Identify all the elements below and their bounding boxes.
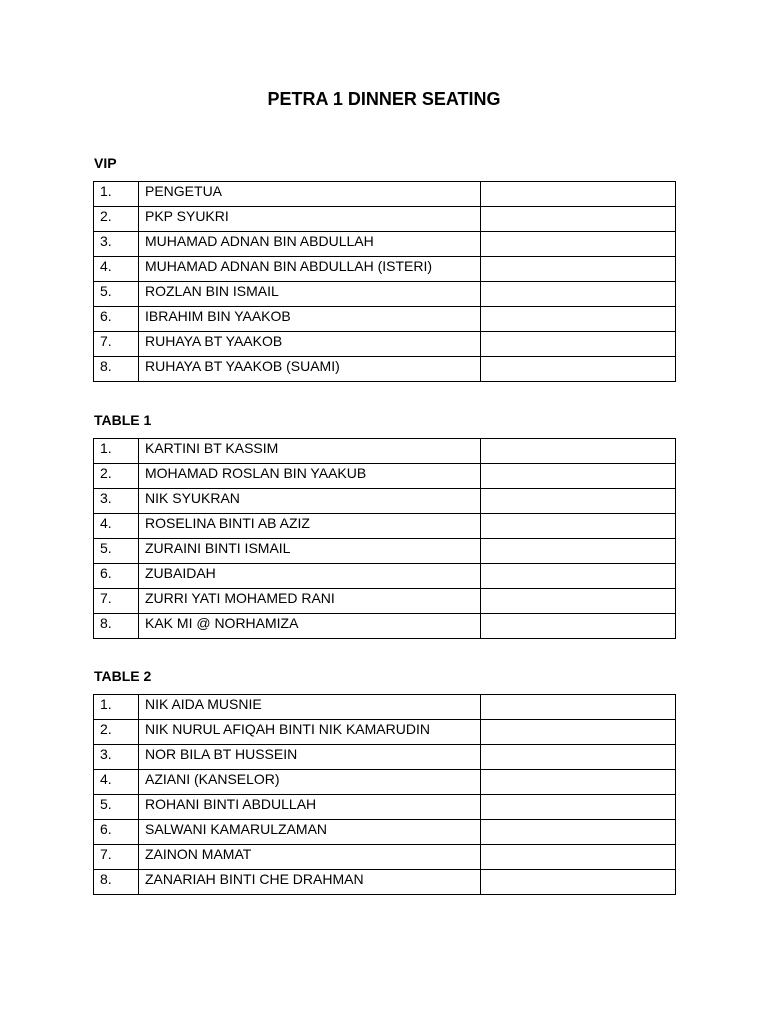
table-row xyxy=(94,514,676,539)
seat-number-cell: 8. xyxy=(94,614,139,639)
seating-table xyxy=(93,438,676,639)
notes-cell xyxy=(481,695,676,720)
notes-cell xyxy=(481,820,676,845)
notes-cell xyxy=(481,207,676,232)
seat-number-cell: 6. xyxy=(94,820,139,845)
notes-cell xyxy=(481,282,676,307)
table-row xyxy=(94,332,676,357)
table-row xyxy=(94,795,676,820)
table-row xyxy=(94,695,676,720)
guest-name-cell: ZURAINI BINTI ISMAIL xyxy=(139,539,481,564)
notes-cell xyxy=(481,589,676,614)
seat-number-cell: 1. xyxy=(94,439,139,464)
notes-cell xyxy=(481,795,676,820)
guest-name-cell: PKP SYUKRI xyxy=(139,207,481,232)
table-row xyxy=(94,614,676,639)
notes-cell xyxy=(481,539,676,564)
table-row xyxy=(94,207,676,232)
table-row xyxy=(94,282,676,307)
seating-table xyxy=(93,694,676,895)
document-title: PETRA 1 DINNER SEATING xyxy=(267,89,501,109)
guest-name-cell: ROSELINA BINTI AB AZIZ xyxy=(139,514,481,539)
section-table-1 xyxy=(93,412,675,639)
seat-number-cell: 6. xyxy=(94,307,139,332)
guest-name-cell: NIK AIDA MUSNIE xyxy=(139,695,481,720)
guest-name-cell: IBRAHIM BIN YAAKOB xyxy=(139,307,481,332)
notes-cell xyxy=(481,307,676,332)
notes-cell xyxy=(481,564,676,589)
table-row xyxy=(94,720,676,745)
seat-number-cell: 5. xyxy=(94,795,139,820)
table-row xyxy=(94,745,676,770)
section-vip xyxy=(93,155,675,382)
guest-name-cell: ZANARIAH BINTI CHE DRAHMAN xyxy=(139,870,481,895)
notes-cell xyxy=(481,514,676,539)
notes-cell xyxy=(481,332,676,357)
guest-name-cell: ROZLAN BIN ISMAIL xyxy=(139,282,481,307)
guest-name-cell: ZURRI YATI MOHAMED RANI xyxy=(139,589,481,614)
notes-cell xyxy=(481,464,676,489)
table-row xyxy=(94,845,676,870)
notes-cell xyxy=(481,357,676,382)
section-heading: TABLE 1 xyxy=(94,412,152,428)
guest-name-cell: MUHAMAD ADNAN BIN ABDULLAH (ISTERI) xyxy=(139,257,481,282)
notes-cell xyxy=(481,745,676,770)
guest-name-cell: MUHAMAD ADNAN BIN ABDULLAH xyxy=(139,232,481,257)
seat-number-cell: 3. xyxy=(94,745,139,770)
seat-number-cell: 3. xyxy=(94,232,139,257)
guest-name-cell: SALWANI KAMARULZAMAN xyxy=(139,820,481,845)
table-row xyxy=(94,182,676,207)
guest-name-cell: NOR BILA BT HUSSEIN xyxy=(139,745,481,770)
table-row xyxy=(94,489,676,514)
table-row xyxy=(94,564,676,589)
guest-name-cell: PENGETUA xyxy=(139,182,481,207)
guest-name-cell: RUHAYA BT YAAKOB xyxy=(139,332,481,357)
seat-number-cell: 2. xyxy=(94,720,139,745)
table-row xyxy=(94,589,676,614)
guest-name-cell: NIK NURUL AFIQAH BINTI NIK KAMARUDIN xyxy=(139,720,481,745)
guest-name-cell: ROHANI BINTI ABDULLAH xyxy=(139,795,481,820)
table-row xyxy=(94,870,676,895)
section-heading: TABLE 2 xyxy=(94,668,152,684)
notes-cell xyxy=(481,720,676,745)
guest-name-cell: ZAINON MAMAT xyxy=(139,845,481,870)
notes-cell xyxy=(481,845,676,870)
seat-number-cell: 3. xyxy=(94,489,139,514)
table-row xyxy=(94,770,676,795)
seating-table xyxy=(93,181,676,382)
seat-number-cell: 5. xyxy=(94,282,139,307)
table-row xyxy=(94,232,676,257)
table-row xyxy=(94,357,676,382)
guest-name-cell: NIK SYUKRAN xyxy=(139,489,481,514)
seat-number-cell: 4. xyxy=(94,770,139,795)
table-row xyxy=(94,307,676,332)
notes-cell xyxy=(481,614,676,639)
seat-number-cell: 8. xyxy=(94,870,139,895)
seat-number-cell: 7. xyxy=(94,589,139,614)
guest-name-cell: KAK MI @ NORHAMIZA xyxy=(139,614,481,639)
table-row xyxy=(94,257,676,282)
guest-name-cell: KARTINI BT KASSIM xyxy=(139,439,481,464)
table-row xyxy=(94,820,676,845)
guest-name-cell: ZUBAIDAH xyxy=(139,564,481,589)
seat-number-cell: 5. xyxy=(94,539,139,564)
notes-cell xyxy=(481,870,676,895)
seat-number-cell: 4. xyxy=(94,257,139,282)
notes-cell xyxy=(481,489,676,514)
table-row xyxy=(94,464,676,489)
seat-number-cell: 6. xyxy=(94,564,139,589)
seat-number-cell: 7. xyxy=(94,332,139,357)
seat-number-cell: 7. xyxy=(94,845,139,870)
guest-name-cell: AZIANI (KANSELOR) xyxy=(139,770,481,795)
seat-number-cell: 2. xyxy=(94,464,139,489)
notes-cell xyxy=(481,257,676,282)
section-heading: VIP xyxy=(94,155,117,171)
seat-number-cell: 1. xyxy=(94,182,139,207)
seat-number-cell: 2. xyxy=(94,207,139,232)
notes-cell xyxy=(481,439,676,464)
guest-name-cell: MOHAMAD ROSLAN BIN YAAKUB xyxy=(139,464,481,489)
seat-number-cell: 8. xyxy=(94,357,139,382)
seat-number-cell: 1. xyxy=(94,695,139,720)
guest-name-cell: RUHAYA BT YAAKOB (SUAMI) xyxy=(139,357,481,382)
table-row xyxy=(94,439,676,464)
section-table-2 xyxy=(93,668,675,895)
notes-cell xyxy=(481,770,676,795)
table-row xyxy=(94,539,676,564)
notes-cell xyxy=(481,232,676,257)
seat-number-cell: 4. xyxy=(94,514,139,539)
notes-cell xyxy=(481,182,676,207)
